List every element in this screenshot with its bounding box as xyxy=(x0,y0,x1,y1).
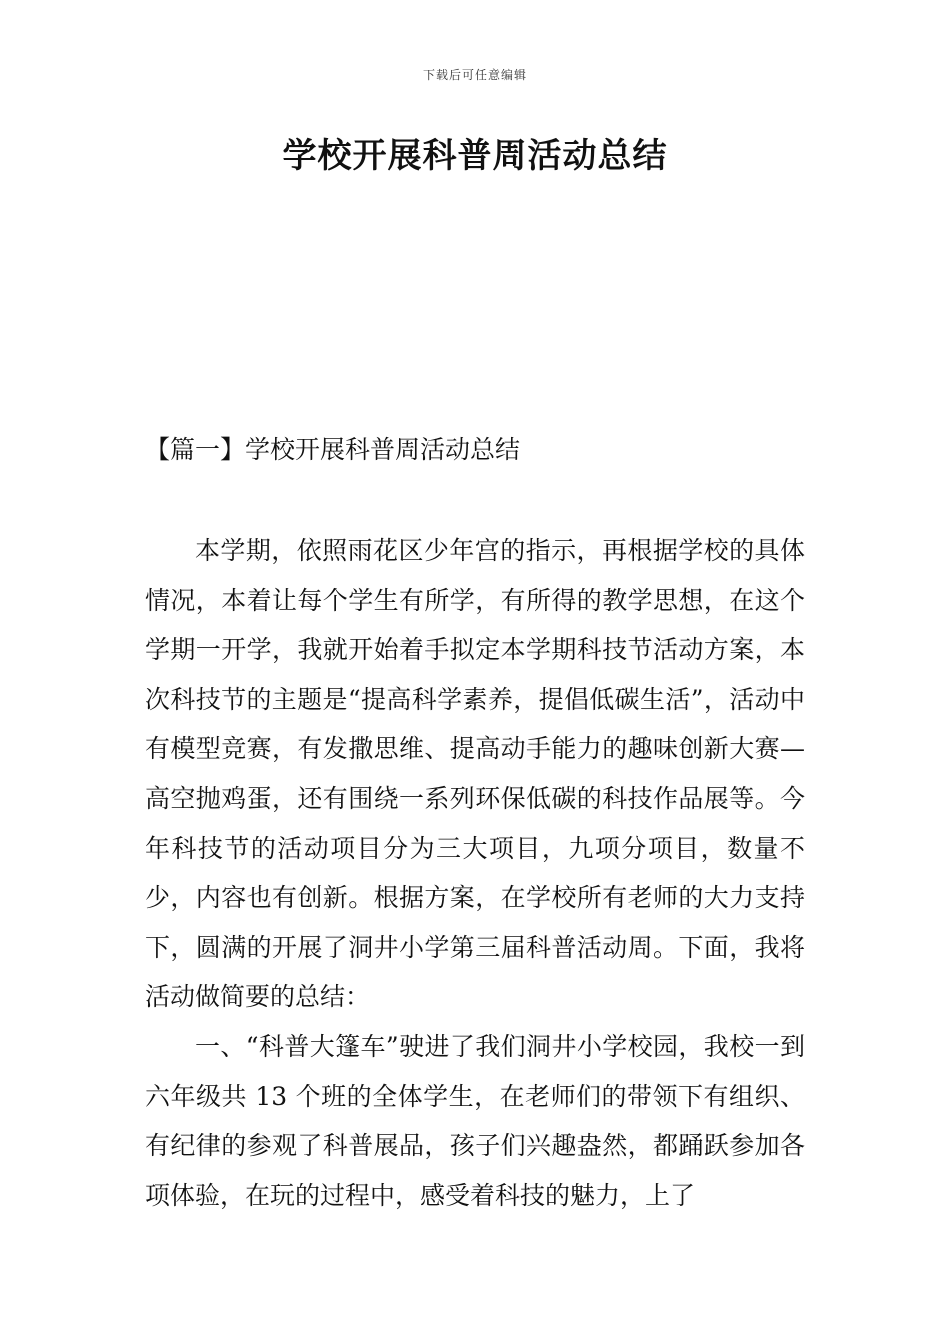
section-heading: 【篇一】学校开展科普周活动总结 xyxy=(145,435,521,464)
paragraph-intro: 本学期，依照雨花区少年宫的指示，再根据学校的具体情况，本着让每个学生有所学，有所得的教学思想，在这个学期一开学，我就开始着手拟定本学期科技节活动方案，本次科技节的主题是“提高科学素养，提倡低碳生活”，活动中有模型竞赛，有发撒思维、提高动手能力的趣味创新大赛—高空抛鸡蛋，还有围绕一系列环保低碳的科技作品展等。今年科技节的活动项目分为三大项目，九项分项目，数量不少，内容也有创新。根据方案，在学校所有老师的大力支持下，圆满的开展了洞井小学第三届科普活动周。下面，我将活动做简要的总结： xyxy=(145,536,805,1012)
header-note: 下载后可任意编辑 xyxy=(422,68,527,82)
body-text xyxy=(145,526,805,1220)
document-title: 学校开展科普周活动总结 xyxy=(282,136,668,176)
paragraph-section-one: 一、“科普大篷车”驶进了我们洞井小学校园，我校一到六年级共 13 个班的全体学生，在老师们的带领下有组织、有纪律的参观了科普展品，孩子们兴趣盎然，都踊跃参加各项体验，在玩的过程中，感受着科技的魅力，上了 xyxy=(145,1031,805,1210)
